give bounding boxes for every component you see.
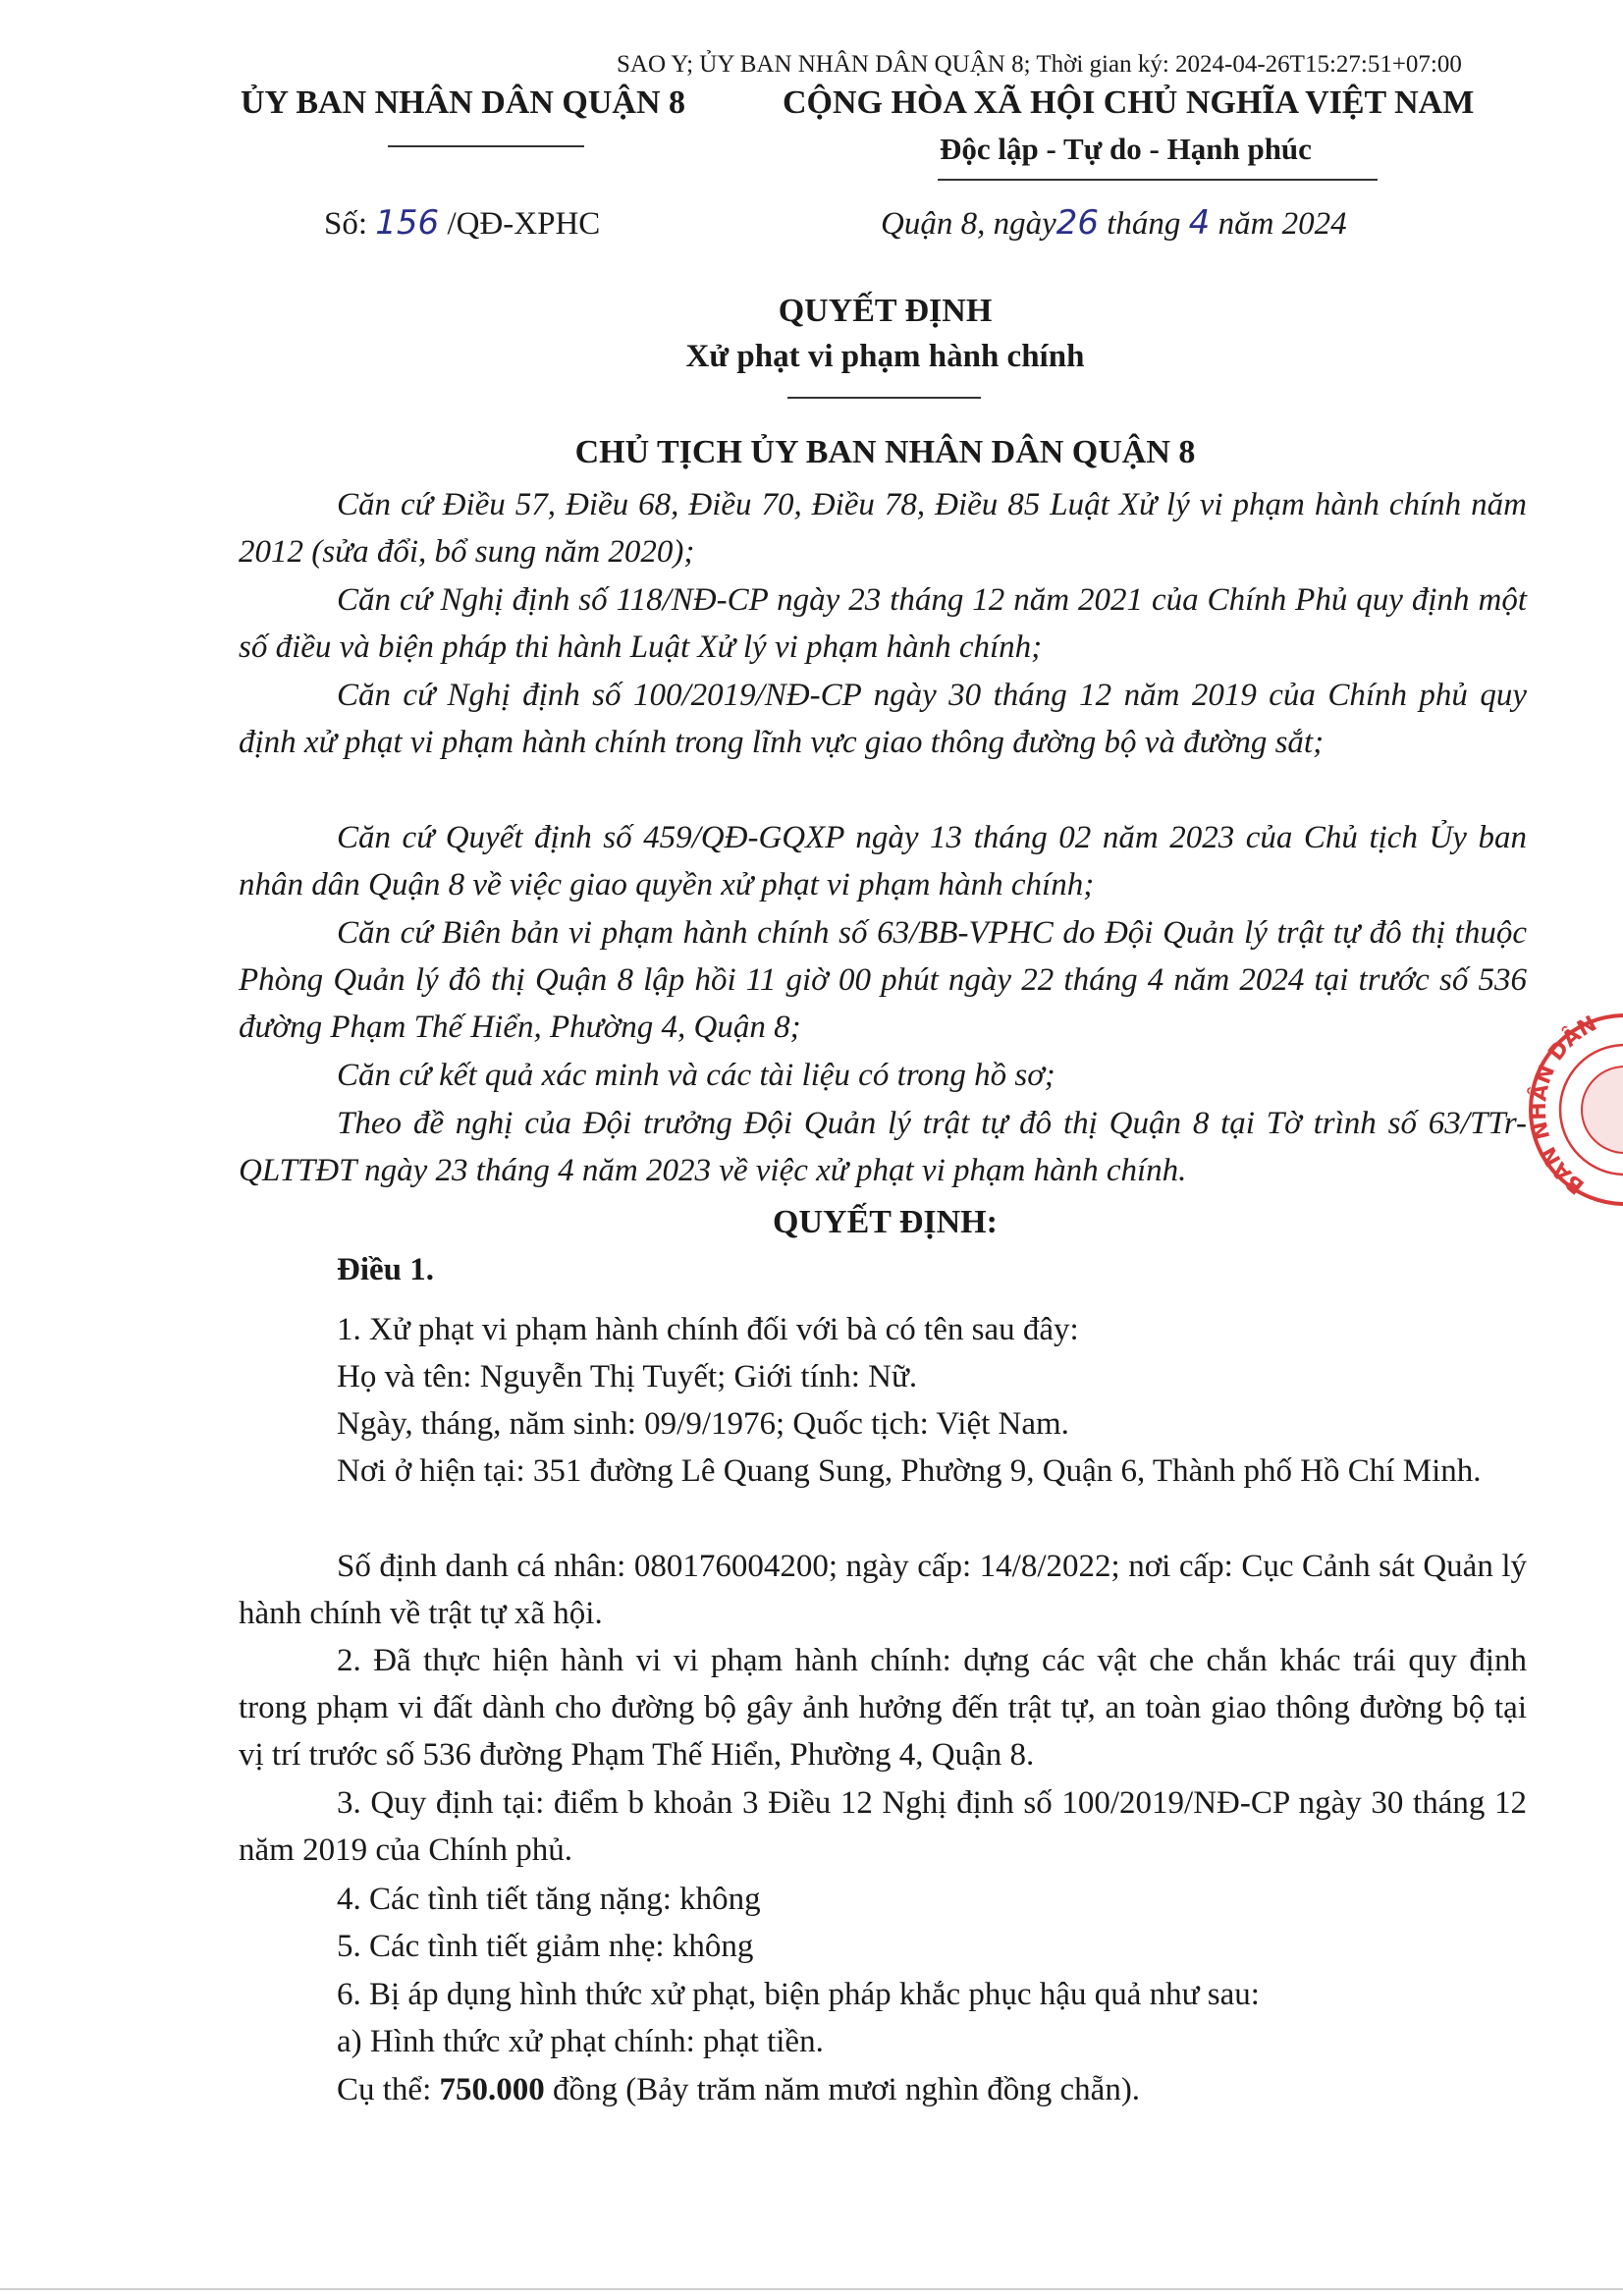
national-title: CỘNG HÒA XÃ HỘI CHỦ NGHĨA VIỆT NAM: [783, 84, 1475, 121]
legal-basis-7: Theo đề nghị của Đội trưởng Đội Quản lý trật tự đô thị Quận 8 tại Tờ trình số 63/TTr-QLTTĐT ngày 23 tháng 4 năm 2023 về việc xử phạt vi phạm hành chính.: [239, 1106, 1527, 1188]
legal-basis-4: Căn cứ Quyết định số 459/QĐ-GQXP ngày 13 tháng 02 năm 2023 của Chủ tịch Ủy ban nhân dân Quận 8 về việc giao quyền xử phạt vi phạm hành chính;: [239, 820, 1527, 902]
doc-number-suffix: /QĐ-XPHC: [447, 206, 601, 242]
fine-amount: 750.000: [439, 2072, 545, 2107]
legal-basis-5: Căn cứ Biên bản vi phạm hành chính số 63/BB-VPHC do Đội Quản lý trật tự đô thị thuộc Phòng Quản lý đô thị Quận 8 lập hồi 11 giờ 00 phút ngày 22 tháng 4 năm 2024 tại trước số 536 đường Phạm Thế Hiển, Phường 4, Quận 8;: [239, 915, 1527, 1045]
legal-basis-2: Căn cứ Nghị định số 118/NĐ-CP ngày 23 tháng 12 năm 2021 của Chính Phủ quy định một số điều và biện pháp thi hành Luật Xử lý vi phạm hành chính;: [239, 582, 1527, 665]
article-1-id-number: Số định danh cá nhân: 080176004200; ngày cấp: 14/8/2022; nơi cấp: Cục Cảnh sát Quản lý hành chính về trật tự xã hội.: [239, 1549, 1527, 1631]
article-1-full-name: Họ và tên: Nguyễn Thị Tuyết; Giới tính: Nữ.: [337, 1359, 918, 1394]
document-subtitle: Xử phạt vi phạm hành chính: [685, 339, 1085, 374]
legal-basis-3: Căn cứ Nghị định số 100/2019/NĐ-CP ngày 30 tháng 12 năm 2019 của Chính phủ quy định xử phạt vi phạm hành chính trong lĩnh vực giao thông đường bộ và đường sắt;: [239, 678, 1527, 760]
digital-signature-stamp-line: SAO Y; ỦY BAN NHÂN DÂN QUẬN 8; Thời gian ký: 2024-04-26T15:27:51+07:00: [617, 51, 1462, 78]
fine-suffix: đồng (Bảy trăm năm mươi nghìn đồng chẵn).: [544, 2072, 1141, 2107]
agency-underline: [388, 145, 584, 147]
date-year: năm 2024: [1217, 206, 1347, 242]
issuing-authority: CHỦ TỊCH ỦY BAN NHÂN DÂN QUẬN 8: [574, 434, 1196, 470]
scan-bottom-edge: [0, 2288, 1623, 2290]
legal-basis-6: Căn cứ kết quả xác minh và các tài liệu có trong hồ sơ;: [337, 1058, 1055, 1093]
article-1-item-6: 6. Bị áp dụng hình thức xử phạt, biện pháp khắc phục hậu quả như sau:: [337, 1977, 1260, 2012]
date-prefix: Quận 8, ngày: [881, 206, 1056, 242]
article-1-item-5: 5. Các tình tiết giảm nhẹ: không: [337, 1929, 754, 1964]
fine-prefix: Cụ thể:: [337, 2072, 440, 2107]
document-title: QUYẾT ĐỊNH: [778, 293, 993, 329]
article-1-item-1: 1. Xử phạt vi phạm hành chính đối với bà có tên sau đây:: [337, 1312, 1079, 1347]
article-1-item-3: 3. Quy định tại: điểm b khoản 3 Điều 12 Nghị định số 100/2019/NĐ-CP ngày 30 tháng 12 năm 2019 của Chính phủ.: [239, 1785, 1527, 1868]
seal-arc-text: BAN NHÂN DÂN: [1527, 1011, 1601, 1199]
date-month-label: tháng: [1107, 206, 1181, 242]
title-underline: [787, 397, 981, 399]
article-1-residence: Nơi ở hiện tại: 351 đường Lê Quang Sung, Phường 9, Quận 6, Thành phố Hồ Chí Minh.: [337, 1453, 1482, 1489]
national-motto: Độc lập - Tự do - Hạnh phúc: [940, 132, 1312, 166]
doc-number-handwritten: 156: [375, 203, 440, 243]
legal-basis-1: Căn cứ Điều 57, Điều 68, Điều 70, Điều 78, Điều 85 Luật Xử lý vi phạm hành chính năm 2012 (sửa đổi, bổ sung năm 2020);: [239, 487, 1527, 570]
doc-number-prefix: Số:: [324, 206, 368, 242]
date-month-handwritten: 4: [1188, 203, 1211, 243]
seal-emblem: [1582, 1066, 1623, 1153]
motto-underline: [938, 179, 1378, 181]
article-1-item-2: 2. Đã thực hiện hành vi vi phạm hành chính: dựng các vật che chắn khác trái quy định trong phạm vi đất dành cho đường bộ gây ảnh hưởng đến trật tự, an toàn giao thông đường bộ tại vị trí trước số 536 đường Phạm Thế Hiển, Phường 4, Quận 8.: [239, 1643, 1527, 1773]
fine-amount-line: [239, 2066, 1527, 2113]
article-1-item-6a: a) Hình thức xử phạt chính: phạt tiền.: [337, 2024, 824, 2059]
official-seal-partial: [1527, 1011, 1623, 1208]
date-day-handwritten: 26: [1055, 203, 1099, 243]
article-1-birth-nationality: Ngày, tháng, năm sinh: 09/9/1976; Quốc tịch: Việt Nam.: [337, 1406, 1069, 1442]
article-1-item-4: 4. Các tình tiết tăng nặng: không: [337, 1882, 761, 1917]
issuing-agency: ỦY BAN NHÂN DÂN QUẬN 8: [241, 84, 686, 121]
document-date: [881, 203, 1347, 243]
decision-heading: QUYẾT ĐỊNH:: [773, 1204, 998, 1240]
article-1-heading: Điều 1.: [337, 1252, 434, 1287]
document-number: [324, 203, 600, 243]
